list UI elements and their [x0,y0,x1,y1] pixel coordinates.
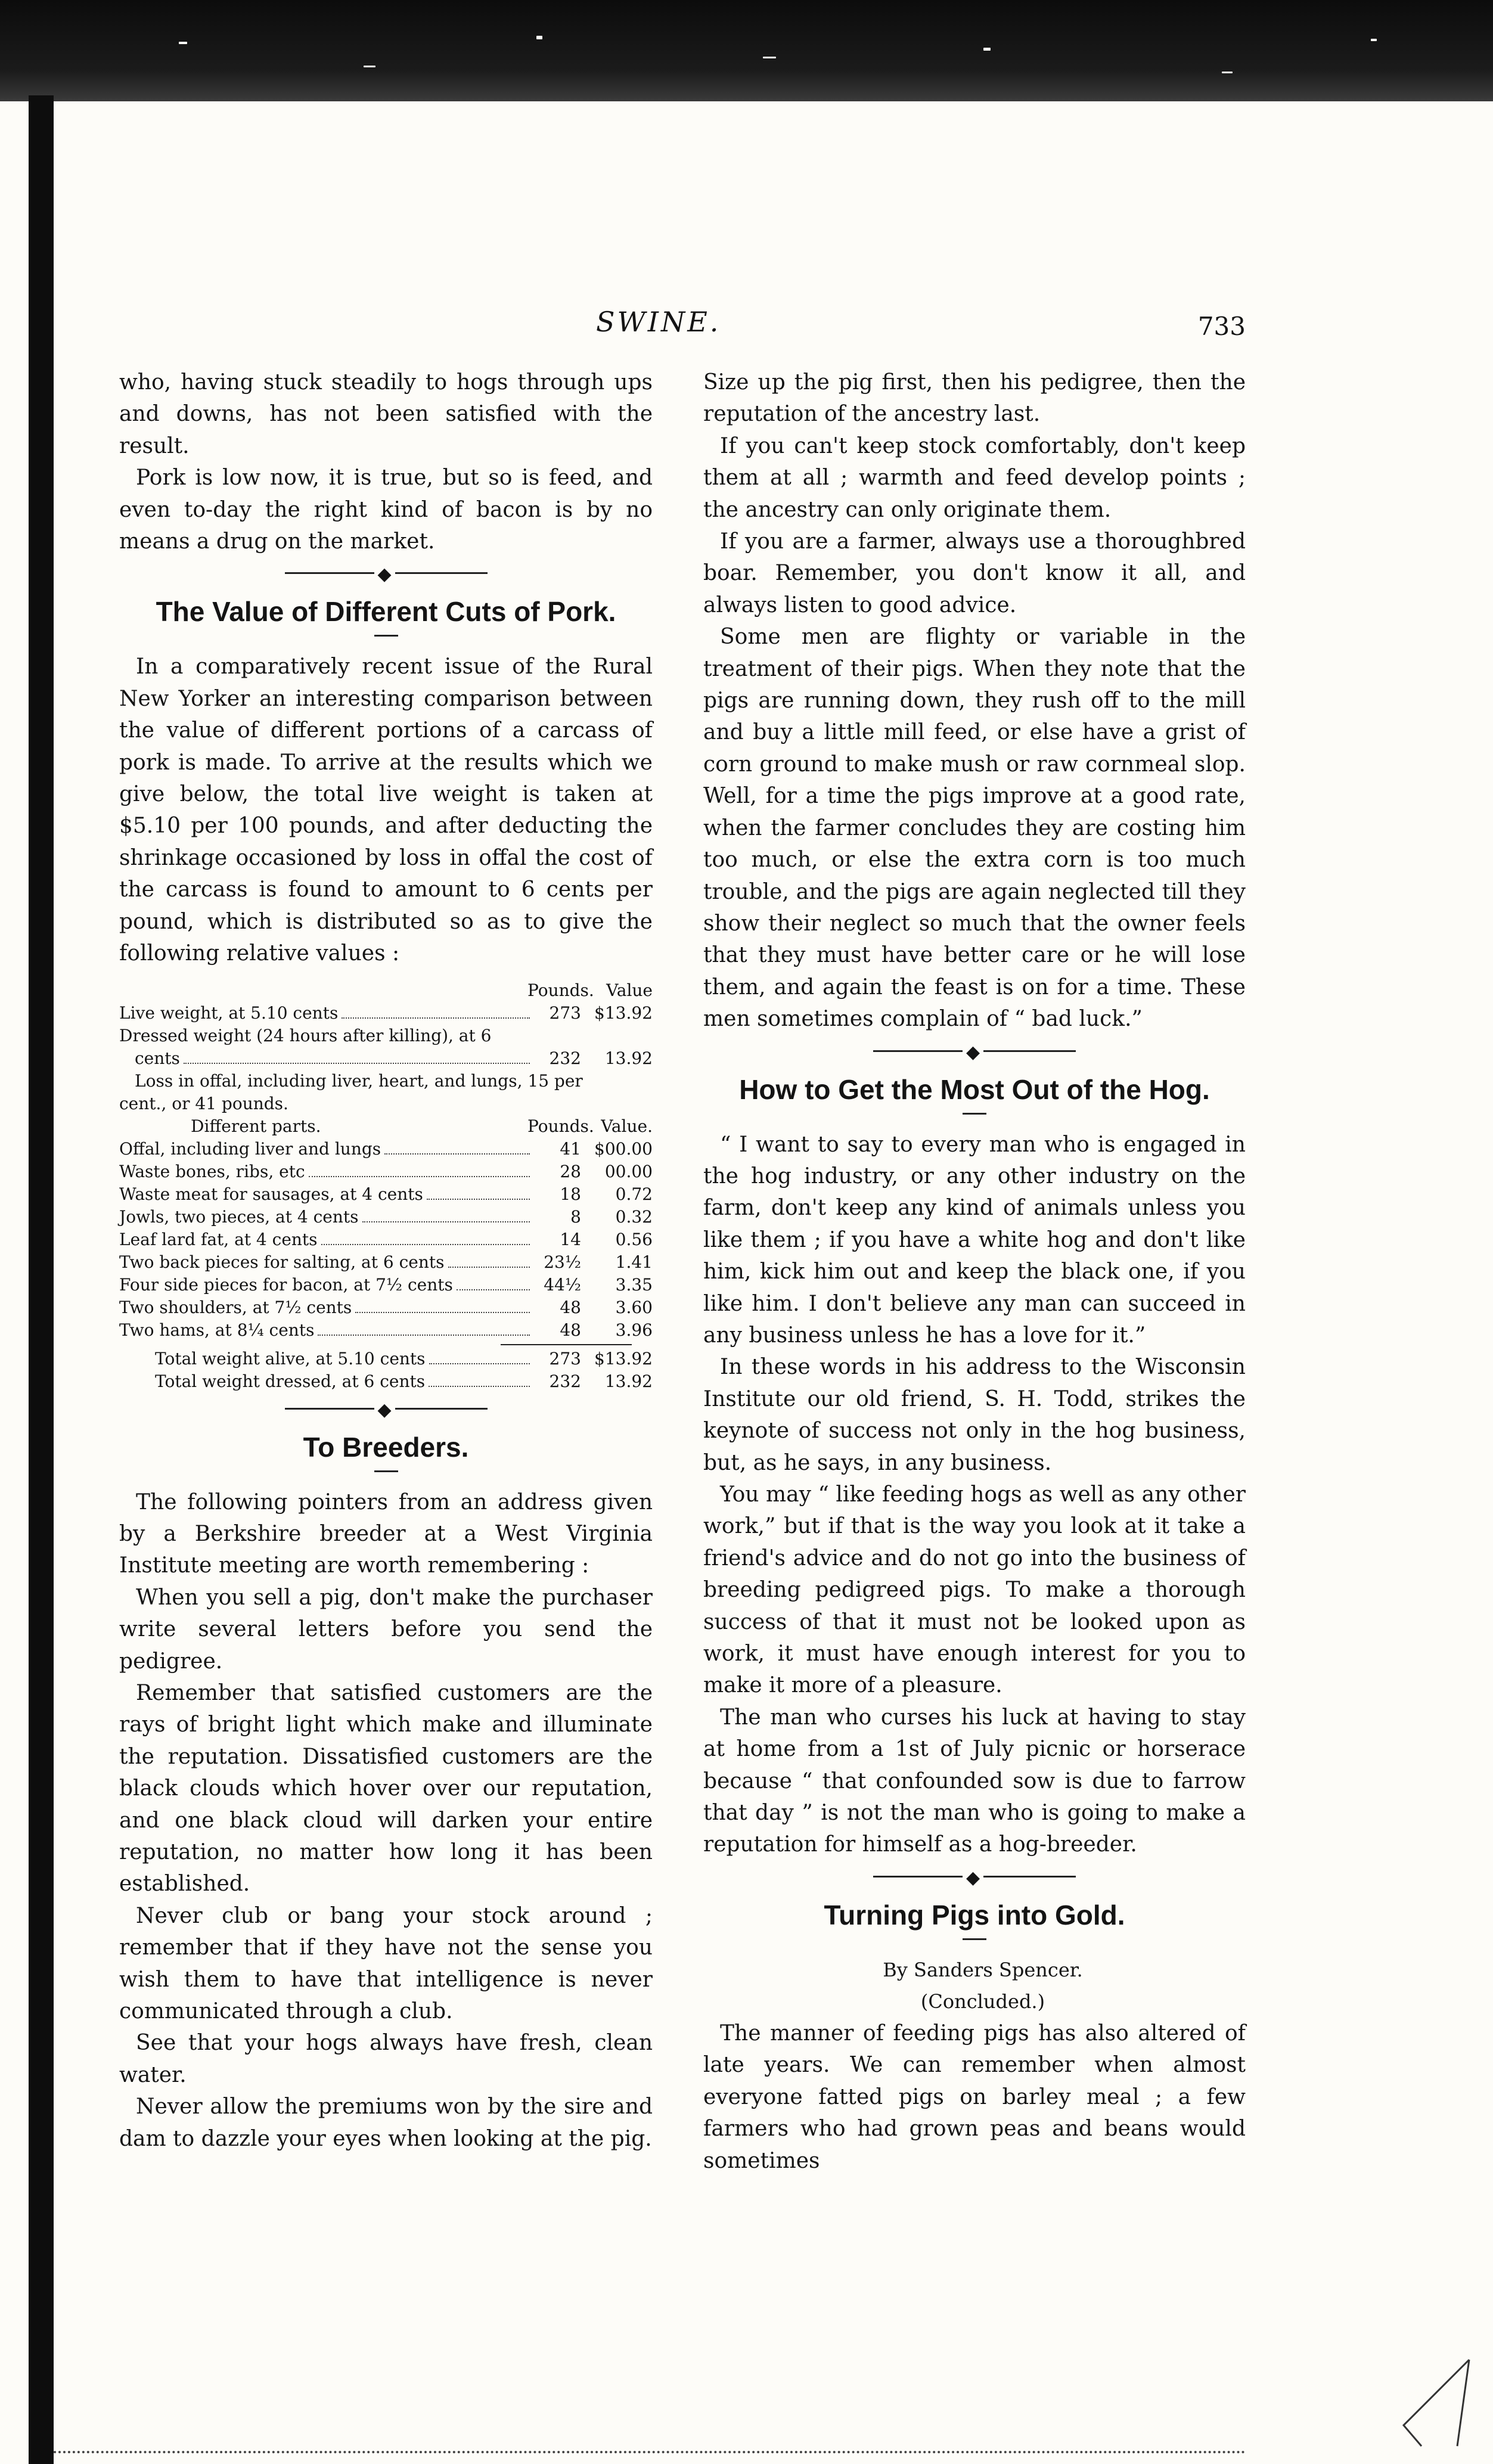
table-note [119,1093,653,1115]
table-row [119,1274,653,1296]
concluded-note: (Concluded.) [920,1990,1045,2013]
row-value: 0.56 [615,1229,653,1249]
row-value: 0.72 [615,1184,653,1204]
printed-page [113,301,1252,2208]
row-value: $13.92 [594,1003,653,1023]
note-text: cent., or 41 pounds. [119,1093,288,1113]
row-pounds: 41 [560,1138,581,1159]
parts-header-label: Different parts. [191,1116,321,1136]
row-label: cents [135,1048,180,1068]
row-label: Waste meat for sausages, at 4 cents [119,1184,423,1204]
heading-dash [374,635,398,637]
right-column [703,367,1246,2177]
section-heading-breeders: To Breeders. [303,1431,469,1463]
paragraph: When you sell a pig, don't make the purchaser write several letters before you send the pedigree. [119,1585,653,1674]
section-divider [873,1041,1076,1060]
table-row [119,1183,653,1206]
paragraph: The manner of feeding pigs has also altered of late years. We can remember when almost everyone fatted pigs on barley meal ; a few farmers who had grown peas and beans would sometimes [703,2021,1246,2173]
row-label: Live weight, at 5.10 cents [119,1003,339,1023]
row-label: Waste bones, ribs, etc [119,1161,305,1181]
sum-rule [501,1344,632,1345]
paragraph: The man who curses his luck at having to stay at home from a 1st of July picnic or horserace because “ that confounded sow is due to farrow that day ” is not the man who is going to make a reputation for himself as a hog-breeder. [703,1705,1246,1857]
column-header-value: Value. [601,1116,653,1136]
parts-header [119,1115,653,1138]
row-value: 3.35 [615,1274,653,1295]
column-header-pounds: Pounds. [527,1116,594,1136]
row-value: 00.00 [604,1161,653,1181]
row-pounds: 44½ [544,1274,581,1295]
paragraph: If you can't keep stock comfortably, don't keep them at all ; warmth and feed develop points ; the ancestry can only originate them. [703,433,1246,522]
paragraph: In a comparatively recent issue of the Rural New Yorker an interesting comparison between the value of different portions of a carcass of pork is made. To arrive at the results which we give below, the total live weight is taken at $5.10 per 100 pounds, and after deducting the shrinkage occasioned by loss in offal the cost of the carcass is found to amount to 6 cents per pound, which is distributed so as to give the following relative values : [119,654,653,966]
row-value: 3.96 [615,1320,653,1340]
row-pounds: 48 [560,1320,581,1340]
row-pounds: 18 [560,1184,581,1204]
column-header-pounds: Pounds. [527,980,594,1000]
section-divider [285,1399,488,1418]
section-divider [285,563,488,582]
row-label: Leaf lard fat, at 4 cents [119,1229,318,1249]
byline: By Sanders Spencer. [883,1958,1083,1981]
paragraph: In these words in his address to the Wisconsin Institute our old friend, S. H. Todd, strikes the keynote of success not only in the hog business, but, as he says, in any business. [703,1355,1246,1475]
row-value: $13.92 [594,1348,653,1368]
paragraph: Size up the pig first, then his pedigree, then the reputation of the ancestry last. [703,370,1246,427]
paragraph: The following pointers from an address given by a Berkshire breeder at a West Virginia Institute meeting are worth remembering : [119,1489,653,1578]
row-pounds: 48 [560,1297,581,1317]
scan-border-left [29,95,54,2464]
table-row [119,1138,653,1160]
row-label: Jowls, two pieces, at 4 cents [119,1206,359,1227]
paragraph: “ I want to say to every man who is engaged in the hog industry, or any other industry on the farm, don't keep any kind of animals unless you like them ; if you have a white hog and don't like him, kick him out and keep the black one, if you like him. I don't believe any man can succeed in any business unless he has a love for it.” [703,1132,1246,1348]
row-label: Four side pieces for bacon, at 7½ cents [119,1274,453,1295]
paragraph: If you are a farmer, always use a thoroughbred boar. Remember, you don't know it all, and always listen to good advice. [703,529,1246,617]
table-row [119,1002,653,1025]
row-pounds: 23½ [544,1252,581,1272]
row-pounds: 232 [549,1371,581,1391]
row-pounds: 8 [570,1206,581,1227]
paragraph: Pork is low now, it is true, but so is feed, and even to-day the right kind of bacon is by no means a drug on the market. [119,466,653,554]
scan-border-bottom [54,2451,1246,2456]
section-heading-gold: Turning Pigs into Gold. [824,1899,1125,1931]
row-pounds: 232 [549,1048,581,1068]
heading-dash [374,1470,398,1472]
paragraph: Some men are flighty or variable in the treatment of their pigs. When they note that the pigs are running down, they rush off to the mill and buy a little mill feed, or else have a grist of corn ground to make mush or raw cornmeal slop. Well, for a time the pigs improve at a good rate, when the farmer concludes they are costing him too much, or else the extra corn is too much trouble, and the pigs are again neglected till they show their neglect so much that the owner feels that they must have better care or he will lose them, and again the feast is on for a time. These men sometimes complain of “ bad luck.” [703,625,1246,1032]
left-column [119,367,653,2155]
row-label: Total weight dressed, at 6 cents [155,1371,426,1391]
section-heading-cuts: The Value of Different Cuts of Pork. [156,596,616,628]
paragraph: Never club or bang your stock around ; remember that if they have not the sense you wish them to have that intelligence is never communicated through a club. [119,1903,653,2024]
heading-dash [963,1113,986,1115]
row-value: 0.32 [615,1206,653,1227]
scan-border-top [0,0,1493,101]
paragraph: who, having stuck steadily to hogs through ups and downs, has not been satisfied with the result. [119,370,653,458]
row-value: $00.00 [594,1138,653,1159]
row-value: 3.60 [615,1297,653,1317]
row-value: 13.92 [604,1048,653,1068]
row-pounds: 273 [549,1003,581,1023]
table-total-row [119,1370,653,1393]
table-row [119,1228,653,1251]
paragraph: You may “ like feeding hogs as well as any other work,” but if that is the way you look at it take a friend's advice and do not go into the business of breeding pedigreed pigs. To make a thorough success of that it must not be looked upon as work, it must have enough interest for you to make it more of a pleasure. [703,1482,1246,1698]
table-row [119,1160,653,1183]
table-row [119,1047,653,1070]
section-heading-most-out: How to Get the Most Out of the Hog. [739,1073,1210,1105]
page-corner-mark [1386,2357,1475,2452]
row-label: Two hams, at 8¼ cents [119,1320,315,1340]
table-total-row [119,1348,653,1370]
row-pounds: 273 [549,1348,581,1368]
page-number: 733 [1197,312,1246,341]
row-pounds: 28 [560,1161,581,1181]
row-pounds: 14 [560,1229,581,1249]
paragraph: See that your hogs always have fresh, clean water. [119,2031,653,2087]
heading-dash [963,1938,986,1940]
row-value: 1.41 [615,1252,653,1272]
row-label: Dressed weight (24 hours after killing), at 6 [119,1025,492,1045]
table-row [119,1206,653,1228]
table-note [119,1070,653,1093]
table-row [119,1025,653,1047]
table-row [119,1319,653,1342]
row-label: Offal, including liver and lungs [119,1138,381,1159]
paragraph: Never allow the premiums won by the sire and dam to dazzle your eyes when looking at the pig. [119,2094,653,2151]
section-divider [873,1867,1076,1886]
note-text: Loss in offal, including liver, heart, and lungs, 15 per [135,1070,583,1091]
table-row [119,1251,653,1274]
column-header-value: Value [606,980,653,1000]
row-label: Two back pieces for salting, at 6 cents [119,1252,445,1272]
table-header [119,979,653,1002]
row-label: Two shoulders, at 7½ cents [119,1297,352,1317]
row-label: Total weight alive, at 5.10 cents [155,1348,426,1368]
table-row [119,1296,653,1319]
running-title: SWINE. [596,306,721,338]
running-head [113,301,1252,349]
paragraph: Remember that satisfied customers are the rays of bright light which make and illuminate the reputation. Dissatisfied customers are the black clouds which hover over our reputation, and one black cloud will darken your entire reputation, no matter how long it has been established. [119,1680,653,1897]
row-value: 13.92 [604,1371,653,1391]
pork-cuts-table [119,979,653,1393]
